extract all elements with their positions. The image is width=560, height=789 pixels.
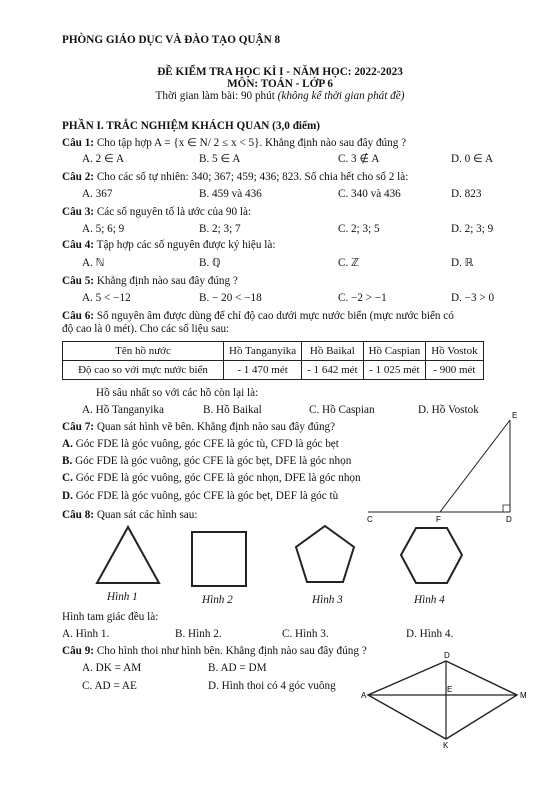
q8-option-c: C. Hình 3. — [282, 628, 329, 640]
q8-option-b: B. Hình 2. — [175, 628, 222, 640]
q8-option-a: A. Hình 1. — [62, 628, 110, 640]
q8-question: Hình tam giác đều là: — [62, 611, 159, 623]
q8-label: Câu 8: — [62, 509, 95, 521]
time-note: (không kể thời gian phát đề) — [277, 90, 405, 102]
point-label-e: E — [512, 411, 518, 420]
table-cell: - 1 470 mét — [224, 361, 302, 380]
q5-option-d: D. −3 > 0 — [451, 292, 495, 304]
point-label-a: A — [361, 691, 367, 700]
department-name: PHÒNG GIÁO DỤC VÀ ĐÀO TẠO QUẬN 8 — [62, 34, 281, 46]
q7-label: Câu 7: — [62, 421, 95, 433]
point-label-e: E — [447, 685, 453, 694]
q2-text: Cho các số tự nhiên: 340; 367; 459; 436; 823. Số chia hết cho số 2 là: — [94, 171, 409, 183]
q7-a-letter: A. — [62, 438, 73, 450]
q3-option-b: B. 2; 3; 7 — [199, 223, 241, 235]
q5-label: Câu 5: — [62, 275, 95, 287]
q1-option-c: C. 3 ∉ A — [338, 153, 380, 165]
figure-1-caption: Hình 1 — [107, 591, 138, 603]
q7-a-text: Góc FDE là góc vuông, góc CFE là góc tù, CFD là góc bẹt — [72, 438, 339, 450]
table-cell: - 1 642 mét — [302, 361, 363, 380]
q3-option-a: A. 5; 6; 9 — [82, 223, 125, 235]
q1-text: Cho tập hợp A = {x ∈ N/ 2 ≤ x < 5}. Khẳng định nào sau đây đúng ? — [94, 137, 407, 149]
point-label-m: M — [520, 691, 527, 700]
q2-option-d: D. 823 — [451, 188, 482, 200]
q4-option-d: D. ℝ — [451, 257, 474, 269]
point-label-d: D — [506, 515, 512, 524]
q7-text: Quan sát hình vẽ bên. Khẳng định nào sau đây đúng? — [94, 421, 336, 433]
part1-title: PHẦN I. TRẮC NGHIỆM KHÁCH QUAN (3,0 điểm) — [62, 120, 321, 132]
q5-text: Khẳng định nào sau đây đúng ? — [94, 275, 238, 287]
q7-c-text: Góc FDE là góc vuông, góc CFE là góc nhọn, DFE là góc nhọn — [72, 472, 361, 484]
table-header-cell: Tên hồ nước — [63, 342, 224, 361]
q4-text: Tập hợp các số nguyên được ký hiệu là: — [94, 239, 276, 251]
table-header-cell: Hồ Caspian — [363, 342, 426, 361]
q2-option-c: C. 340 và 436 — [338, 188, 401, 200]
q6-question: Hồ sâu nhất so với các hồ còn lại là: — [96, 387, 259, 399]
figure-2-caption: Hình 2 — [202, 594, 233, 606]
q8-text: Quan sát các hình sau: — [94, 509, 198, 521]
q7-b-text: Góc FDE là góc vuông, góc CFE là góc bẹt, DFE là góc nhọn — [72, 455, 352, 467]
exam-title: ĐỀ KIỂM TRA HỌC KÌ I - NĂM HỌC: 2022-2023 — [157, 66, 403, 78]
q9-option-c: C. AD = AE — [82, 680, 137, 692]
q6-text-line2: độ cao là 0 mét). Cho các số liệu sau: — [62, 323, 230, 335]
q6-option-c: C. Hồ Caspian — [309, 404, 375, 416]
q6-label: Câu 6: — [62, 310, 95, 322]
q7-d-letter: D. — [62, 490, 73, 502]
q5-option-b: B. − 20 < −18 — [199, 292, 262, 304]
q9-option-a: A. DK = AM — [82, 662, 142, 674]
table-header-cell: Hồ Baikal — [302, 342, 363, 361]
q1-label: Câu 1: — [62, 137, 95, 149]
figure-4-caption: Hình 4 — [414, 594, 445, 606]
q4-option-b: B. ℚ — [199, 257, 221, 269]
q3-option-d: D. 2; 3; 9 — [451, 223, 494, 235]
q2-option-b: B. 459 và 436 — [199, 188, 262, 200]
q9-option-d: D. Hình thoi có 4 góc vuông — [208, 680, 336, 692]
q9-text: Cho hình thoi như hình bên. Khẳng định nào sau đây đúng ? — [94, 645, 367, 657]
q1-option-a: A. 2 ∈ A — [82, 153, 125, 165]
point-label-d: D — [444, 651, 450, 660]
rhombus-outline — [368, 661, 517, 739]
time-main: Thời gian làm bài: 90 phút — [155, 90, 278, 102]
q8-option-d: D. Hình 4. — [406, 628, 454, 640]
q6-option-a: A. Hồ Tanganyika — [82, 404, 164, 416]
q5-option-a: A. 5 < −12 — [82, 292, 131, 304]
q6-option-b: B. Hồ Baikal — [203, 404, 262, 416]
q6-option-d: D. Hồ Vostok — [418, 404, 479, 416]
q5-option-c: C. −2 > −1 — [338, 292, 387, 304]
q1-option-d: D. 0 ∈ A — [451, 153, 494, 165]
q3-text: Các số nguyên tố là ước của 90 là: — [94, 206, 252, 218]
q6-text-line1: Số nguyên âm được dùng để chỉ độ cao dưới mực nước biển (mực nước biển có — [94, 310, 454, 322]
table-cell: Độ cao so với mực nước biển — [63, 361, 224, 380]
subject-title: MÔN: TOÁN - LỚP 6 — [227, 78, 333, 90]
q4-label: Câu 4: — [62, 239, 95, 251]
table-cell: - 900 mét — [426, 361, 483, 380]
point-label-c: C — [367, 515, 373, 524]
q2-label: Câu 2: — [62, 171, 95, 183]
q1-option-b: B. 5 ∈ A — [199, 153, 241, 165]
q9-option-b: B. AD = DM — [208, 662, 267, 674]
q7-d-text: Góc FDE là góc vuông, góc CFE là góc bẹt, DEF là góc tù — [72, 490, 339, 502]
q3-label: Câu 3: — [62, 206, 95, 218]
q9-label: Câu 9: — [62, 645, 95, 657]
q2-option-a: A. 367 — [82, 188, 113, 200]
table-header-cell: Hồ Tanganyika — [224, 342, 302, 361]
point-label-k: K — [443, 741, 449, 750]
q4-option-a: A. ℕ — [82, 257, 105, 269]
table-cell: - 1 025 mét — [363, 361, 426, 380]
q7-c-letter: C. — [62, 472, 73, 484]
q7-b-letter: B. — [62, 455, 73, 467]
q3-option-c: C. 2; 3; 5 — [338, 223, 380, 235]
figure-3-caption: Hình 3 — [312, 594, 343, 606]
q4-option-c: C. ℤ — [338, 257, 360, 269]
table-header-cell: Hồ Vostok — [426, 342, 483, 361]
point-label-f: F — [436, 515, 441, 524]
